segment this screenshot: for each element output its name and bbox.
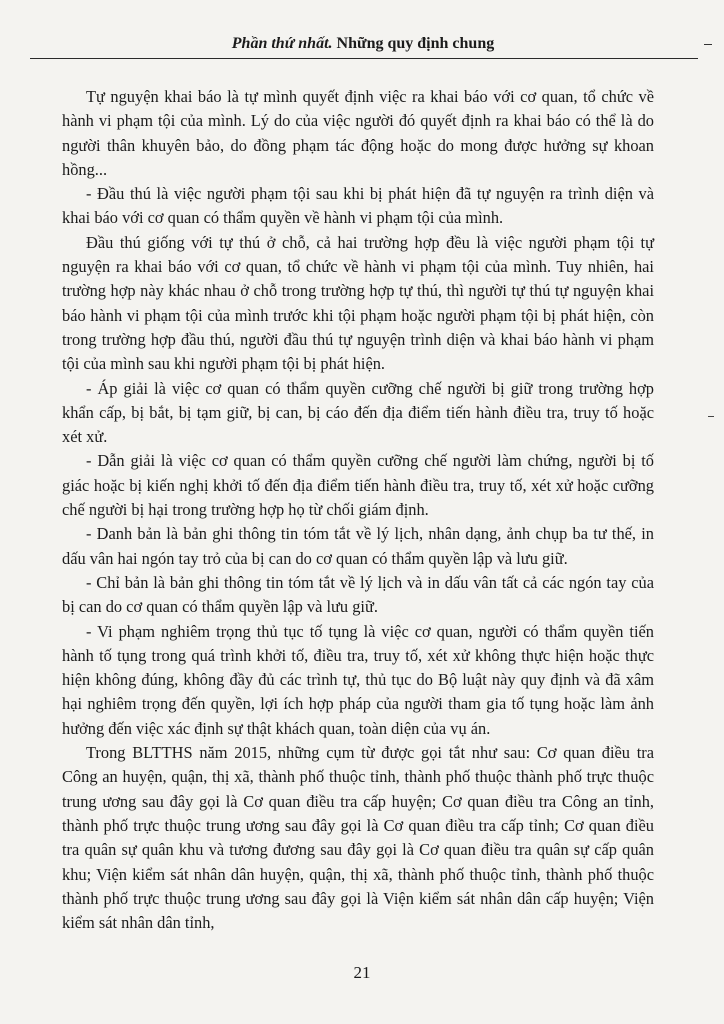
paragraph: - Danh bản là bản ghi thông tin tóm tắt về lý lịch, nhân dạng, ảnh chụp ba tư thế, in dấu vân hai ngón tay trỏ của bị can do cơ quan có thẩm quyền lập và lưu giữ. xyxy=(62,524,654,568)
header-part: Phần thứ nhất. xyxy=(231,35,333,52)
paragraph: - Dẫn giải là việc cơ quan có thẩm quyền cưỡng chế người làm chứng, người bị tố giác hoặc bị kiến nghị khởi tố đến địa điểm tiến hành điều tra, truy tố, xét xử hoặc cưỡng chế người bị hại trong trường hợp họ từ chối giám định. xyxy=(62,451,654,520)
paragraph: - Vi phạm nghiêm trọng thủ tục tố tụng là việc cơ quan, người có thẩm quyền tiến hành tố tụng trong quá trình khởi tố, điều tra, truy tố, xét xử không thực hiện hoặc thực hiện không đúng, không đầy đủ các trình tự, thủ tục do Bộ luật này quy định và đã xâm hại nghiêm trọng đến quyền, lợi ích hợp pháp của người tham gia tố tụng hoặc làm ảnh hưởng đến việc xác định sự thật khách quan, toàn diện của vụ án. xyxy=(62,621,654,738)
paragraph: Trong BLTTHS năm 2015, những cụm từ được gọi tắt như sau: Cơ quan điều tra Công an huyện, quận, thị xã, thành phố thuộc tỉnh, thành phố thuộc thành phố trực thuộc trung ương sau đây gọi là Cơ quan điều tra cấp huyện; Cơ quan điều tra Công an tỉnh, thành phố trực thuộc trung ương sau đây gọi là Cơ quan điều tra cấp tỉnh; Cơ quan điều tra quân sự quân khu và tương đương sau đây gọi là Cơ quan điều tra quân sự cấp quân khu; Viện kiểm sát nhân dân huyện, quận, thị xã, thành phố thuộc tỉnh, thành phố thuộc thành phố trực thuộc trung ương sau đây gọi là Viện kiểm sát nhân dân cấp huyện; Viện kiểm sát nhân dân tỉnh, xyxy=(62,743,654,933)
page-number: 21 xyxy=(353,963,371,982)
margin-mark xyxy=(704,44,712,45)
header-rule xyxy=(30,58,698,59)
paragraph: Đầu thú giống với tự thú ở chỗ, cả hai trường hợp đều là việc người phạm tội tự nguyện ra khai báo với cơ quan, tổ chức về hành vi phạm tội của mình. Tuy nhiên, hai trường hợp này khác nhau ở chỗ trong trường hợp tự thú, thì người tự thú tự nguyện khai báo hành vi phạm tội của mình trước khi tội phạm hoặc người phạm tội bị phát hiện, còn trong trường hợp đầu thú, người đầu thú tự nguyện trình diện và khai báo hành vi phạm tội của mình sau khi người phạm tội bị phát hiện. xyxy=(62,232,654,374)
running-header xyxy=(30,34,696,54)
margin-mark xyxy=(708,416,714,417)
paragraph: - Áp giải là việc cơ quan có thẩm quyền cưỡng chế người bị giữ trong trường hợp khẩn cấp, bị bắt, bị tạm giữ, bị can, bị cáo đến địa điểm tiến hành điều tra, truy tố hoặc xét xử. xyxy=(62,378,654,447)
paragraph: - Đầu thú là việc người phạm tội sau khi bị phát hiện đã tự nguyện ra trình diện và khai báo với cơ quan có thẩm quyền về hành vi phạm tội của mình. xyxy=(62,184,654,228)
paragraph: Tự nguyện khai báo là tự mình quyết định việc ra khai báo với cơ quan, tổ chức về hành vi phạm tội của mình. Lý do của việc người đó quyết định ra khai báo có thể là do người thân khuyên bảo, do đồng phạm tác động hoặc do mong được hưởng sự khoan hồng... xyxy=(62,87,654,179)
page-body xyxy=(62,85,654,935)
header-title: Những quy định chung xyxy=(336,35,495,52)
paragraph: - Chỉ bản là bản ghi thông tin tóm tắt về lý lịch và in dấu vân tất cả các ngón tay của bị can do cơ quan có thẩm quyền lập và lưu giữ. xyxy=(62,572,654,617)
